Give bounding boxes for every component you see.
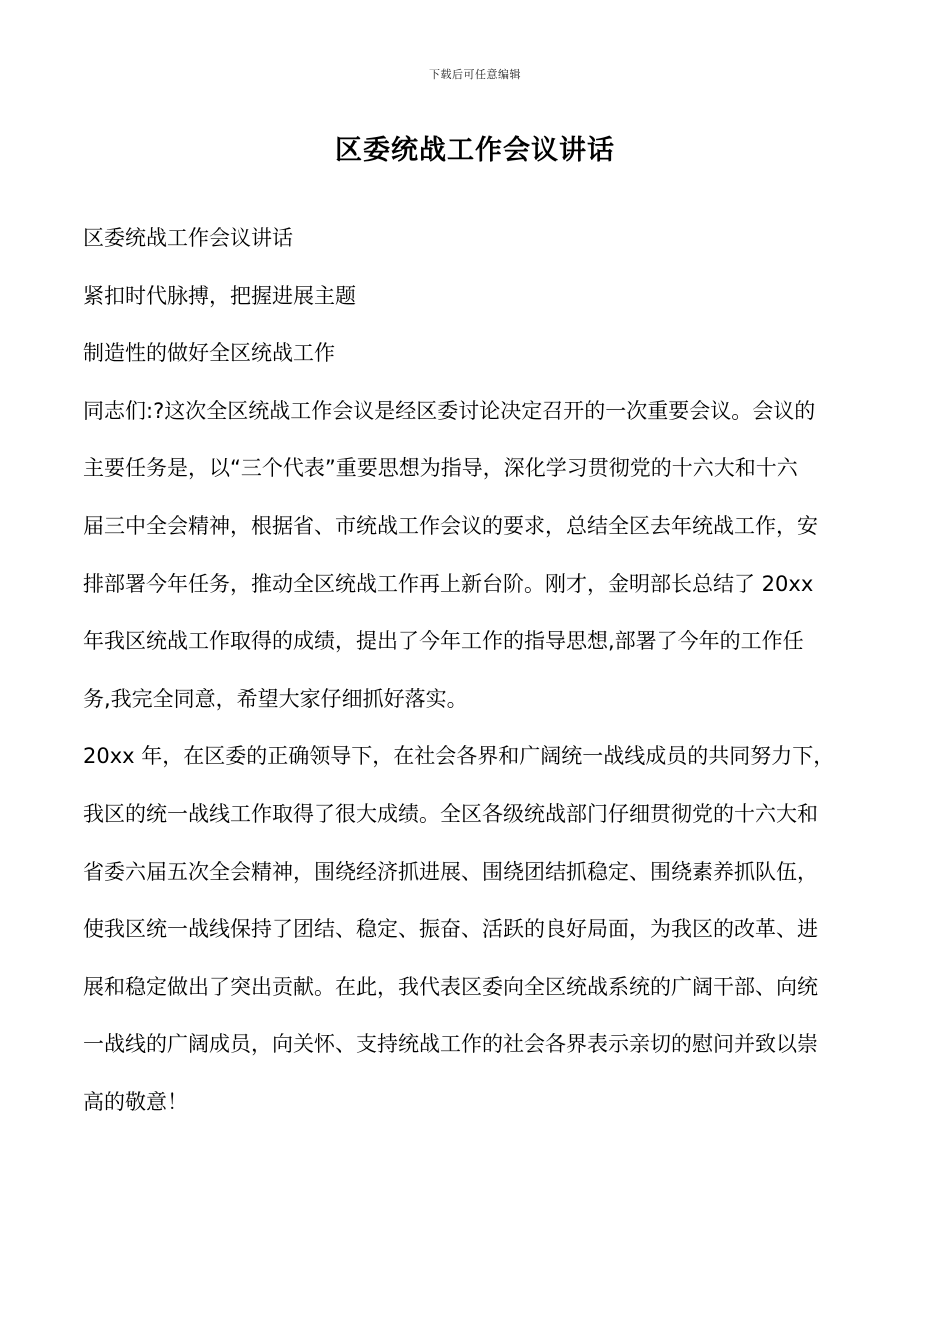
body-line: 省委六届五次全会精神，围绕经济抓进展、围绕团结抓稳定、围绕素养抓队伍， [83, 859, 818, 884]
body-line: 展和稳定做出了突出贡献。在此，我代表区委向全区统战系统的广阔干部、向统 [83, 974, 818, 999]
body-line: 主要任务是，以“三个代表”重要思想为指导，深化学习贯彻党的十六大和十六 [83, 456, 798, 481]
body-line: 排部署今年任务，推动全区统战工作再上新台阶。刚才，金明部长总结了 20xx [83, 571, 814, 596]
body-line: 20xx 年，在区委的正确领导下，在社会各界和广阔统一战线成员的共同努力下， [83, 744, 835, 769]
body-line: 一战线的广阔成员，向关怀、支持统战工作的社会各界表示亲切的慰问并致以崇 [83, 1032, 818, 1057]
body-line: 务,我完全同意，希望大家仔细抓好落实。 [83, 686, 468, 711]
body-line: 紧扣时代脉搏，把握进展主题 [83, 283, 356, 308]
body-line: 年我区统战工作取得的成绩，提出了今年工作的指导思想,部署了今年的工作任 [83, 629, 804, 654]
body-line: 我区的统一战线工作取得了很大成绩。全区各级统战部门仔细贯彻党的十六大和 [83, 801, 818, 826]
body-line: 高的敬意！ [83, 1089, 188, 1114]
body-line: 同志们:?这次全区统战工作会议是经区委讨论决定召开的一次重要会议。会议的 [83, 398, 816, 423]
body-line: 区委统战工作会议讲话 [83, 226, 293, 250]
body-line: 届三中全会精神，根据省、市统战工作会议的要求，总结全区去年统战工作，安 [83, 513, 818, 538]
header-note: 下载后可任意编辑 [429, 68, 521, 81]
body-line: 使我区统一战线保持了团结、稳定、振奋、活跃的良好局面，为我区的改革、进 [83, 917, 818, 942]
document-title: 区委统战工作会议讲话 [335, 135, 615, 166]
document-body [83, 218, 869, 1140]
body-line: 制造性的做好全区统战工作 [83, 341, 335, 366]
